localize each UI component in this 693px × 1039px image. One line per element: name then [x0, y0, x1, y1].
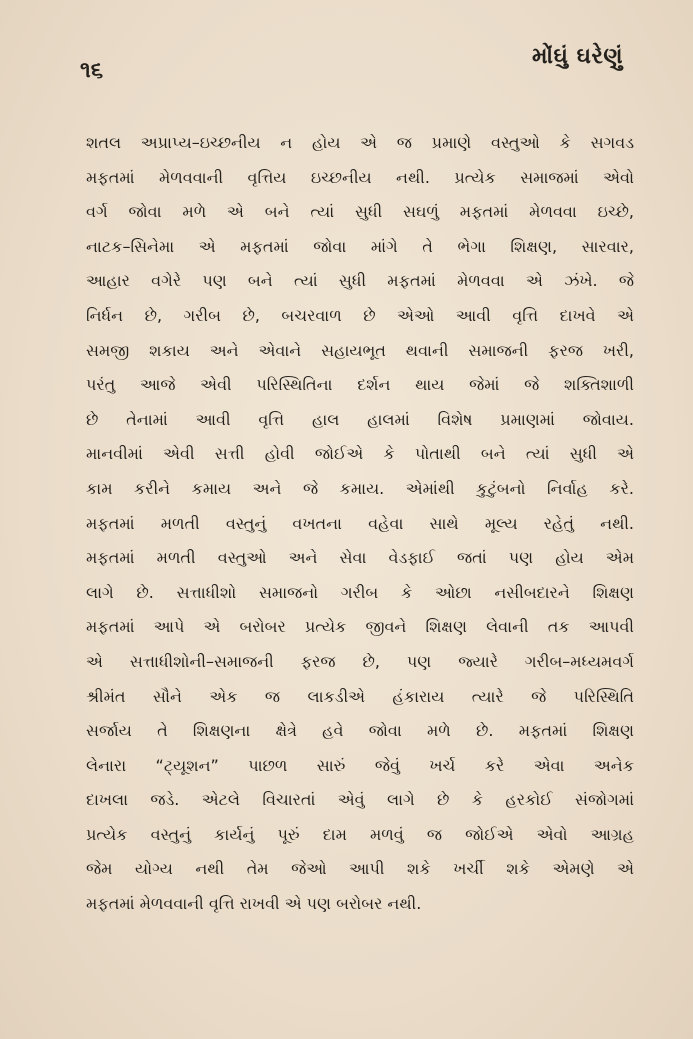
text-line: કામ કરીને કમાય અને જે કમાય. એમાંથી કુટુંબનો નિર્વાહ કરે.: [86, 478, 634, 498]
text-line: શતલ અપ્રાપ્ય–ઇચ્છનીય ન હોય એ જ પ્રમાણે વસ્તુઓ કે સગવડ: [86, 133, 634, 152]
running-head: મોંઘું ઘરેણું: [532, 44, 623, 69]
page-number: ૧૬: [80, 58, 104, 83]
text-line: મફતમાં મળતી વસ્તુઓ અને સેવા વેડફાઈ જતાં પણ હોય એમ: [86, 548, 634, 568]
text-line: મફતમાં મેળવવાની વૃત્તિય ઇચ્છનીય નથી. પ્રત્યેક સમાજમાં એવો: [86, 167, 634, 187]
text-line: દાખલા જડે. એટલે વિચારતાં એવું લાગે છે કે હરકોઈ સંજોગમાં: [86, 790, 634, 810]
body-text: [86, 126, 634, 922]
text-line: મફતમાં આપે એ બરોબર પ્રત્યેક જીવને શિક્ષણ લેવાની તક આપવી: [86, 617, 634, 637]
text-line: નિર્ધન છે, ગરીબ છે, બચરવાળ છે એઓ આવી વૃત્તિ દાખવે એ: [86, 305, 634, 325]
text-line: નાટક–સિનેમા એ મફતમાં જોવા માંગે તે ભેગા શિક્ષણ, સારવાર,: [86, 236, 634, 256]
text-line: પરંતુ આજે એવી પરિસ્થિતિના દર્શન થાય જેમાં જે શક્તિશાળી: [86, 375, 634, 395]
text-line: લેનારા “ટ્યૂશન” પાછળ સારું જેવું ખર્ચ કરે એવા અનેક: [86, 755, 634, 775]
text-line: પ્રત્યેક વસ્તુનું કાર્યનું પૂરું દામ મળવું જ જોઈએ એવો આગ્રહ: [86, 824, 634, 844]
text-line: મફતમાં મળતી વસ્તુનું વખતના વહેવા સાથે મૂલ્ય રહેતું નથી.: [86, 513, 634, 533]
text-line: આહાર વગેરે પણ બને ત્યાં સુધી મફતમાં મેળવવા એ ઝંખે. જે: [86, 271, 634, 291]
text-line: શ્રીમંત સૌને એક જ લાકડીએ હંકારાય ત્યારે જે પરિસ્થિતિ: [86, 686, 634, 706]
text-line: એ સત્તાધીશોની–સમાજની ફરજ છે, પણ જ્યારે ગરીબ–મધ્યમવર્ગ: [86, 651, 634, 671]
text-line: સર્જાય તે શિક્ષણના ક્ષેત્રે હવે જોવા મળે છે. મફતમાં શિક્ષણ: [86, 721, 634, 741]
text-line: લાગે છે. સત્તાધીશો સમાજનો ગરીબ કે ઓછા નસીબદારને શિક્ષણ: [86, 582, 634, 602]
text-line: મફતમાં મેળવવાની વૃત્તિ રાખવી એ પણ બરોબર નથી.: [86, 894, 422, 914]
text-line: સમજી શકાય અને એવાને સહાયભૂત થવાની સમાજની ફરજ ખરી,: [86, 340, 634, 360]
text-line: માનવીમાં એવી સત્તી હોવી જોઈએ કે પોતાથી બને ત્યાં સુધી એ: [86, 444, 634, 464]
text-line: છે તેનામાં આવી વૃત્તિ હાલ હાલમાં વિશેષ પ્રમાણમાં જોવાય.: [86, 409, 634, 429]
text-line: જેમ યોગ્ય નથી તેમ જેઓ આપી શકે ખર્ચી શકે એમણે એ: [86, 859, 634, 879]
text-line: વર્ગ જોવા મળે એ બને ત્યાં સુધી સઘળું મફતમાં મેળવવા ઇચ્છે,: [86, 202, 634, 222]
